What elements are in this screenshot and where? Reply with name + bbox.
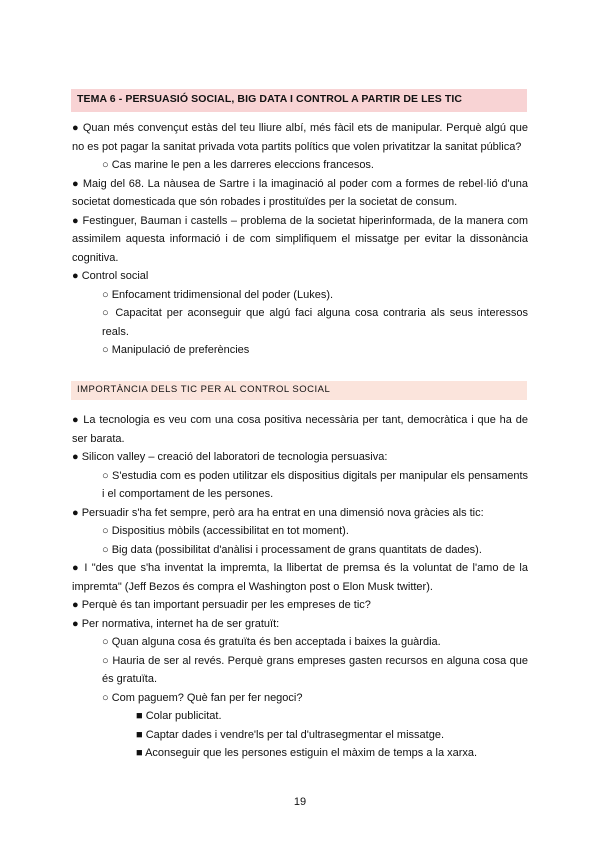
section-2-content [72,411,528,763]
list-item: ● Per normativa, internet ha de ser gratuït: [72,617,280,630]
list-item: ● Maig del 68. La nàusea de Sartre i la imaginació al poder com a formes de rebel·lió d'una societat domesticada que són robades i prostituïdes per la societat de consum. [72,177,528,208]
sub-list-item: ○ Big data (possibilitat d'anàlisi i processament de grans quantitats de dades). [102,543,482,556]
sub-list-item: ○ Cas marine le pen a les darreres eleccions francesos. [102,159,374,171]
list-item: ● Quan més convençut estàs del teu lliure albí, més fàcil ets de manipular. Perquè algú que no es pot pagar la sanitat privada vota partits polítics que volen privatitzar la sanitat pública? [72,122,528,153]
sub-list-item: ○ Capacitat per aconseguir que algú faci alguna cosa contraria als seus interessos reals. [102,307,528,338]
list-item: ● La tecnologia es veu com una cosa positiva necessària per tant, democràtica i que ha de ser barata. [72,414,528,445]
list-item: ● Control social [72,270,149,282]
sub-sub-list-item: ■ Captar dades i vendre'ls per tal d'ultrasegmentar el missatge. [136,728,444,741]
list-item: ● Persuadir s'ha fet sempre, però ara ha entrat en una dimensió nova gràcies als tic: [72,506,484,519]
section-1-content [72,119,528,360]
page-title: TEMA 6 - PERSUASIÓ SOCIAL, BIG DATA I CONTROL A PARTIR DE LES TIC [71,89,527,112]
sub-list-item: ○ Manipulació de preferències [102,344,250,356]
sub-sub-list-item: ■ Aconseguir que les persones estiguin el màxim de temps a la xarxa. [136,747,478,759]
sub-list-item: ○ Dispositius mòbils (accessibilitat en tot moment). [102,525,349,537]
page-number: 19 [293,796,307,808]
sub-list-item: ○ Enfocament tridimensional del poder (Lukes). [102,288,334,301]
section-heading: IMPORTÀNCIA DELS TIC PER AL CONTROL SOCIAL [71,381,527,400]
list-item: ● Festinguer, Bauman i castells – problema de la societat hiperinformada, de la manera com assimilem aquesta informació i de com simplifiquem el missatge per evitar la dissonància cognitiva. [72,214,528,264]
sub-list-item: ○ S'estudia com es poden utilitzar els dispositius digitals per manipular els pensaments i el comportament de les persones. [102,469,528,500]
sub-list-item: ○ Hauria de ser al revés. Perquè grans empreses gasten recursos en alguna cosa que és gratuïta. [102,654,528,685]
list-item: ● Silicon valley – creació del laboratori de tecnologia persuasiva: [72,451,388,463]
sub-list-item: ○ Com paguem? Què fan per fer negoci? [102,691,303,704]
list-item: ● Perquè és tan important persuadir per les empreses de tic? [72,599,371,611]
list-item: ● I "des que s'ha inventat la impremta, la llibertat de premsa és la voluntat de l'amo de la impremta" (Jeff Bezos és compra el Washington post o Elon Musk twitter). [72,562,528,593]
sub-list-item: ○ Quan alguna cosa és gratuïta és ben acceptada i baixes la guàrdia. [102,636,441,648]
sub-sub-list-item: ■ Colar publicitat. [136,710,222,722]
